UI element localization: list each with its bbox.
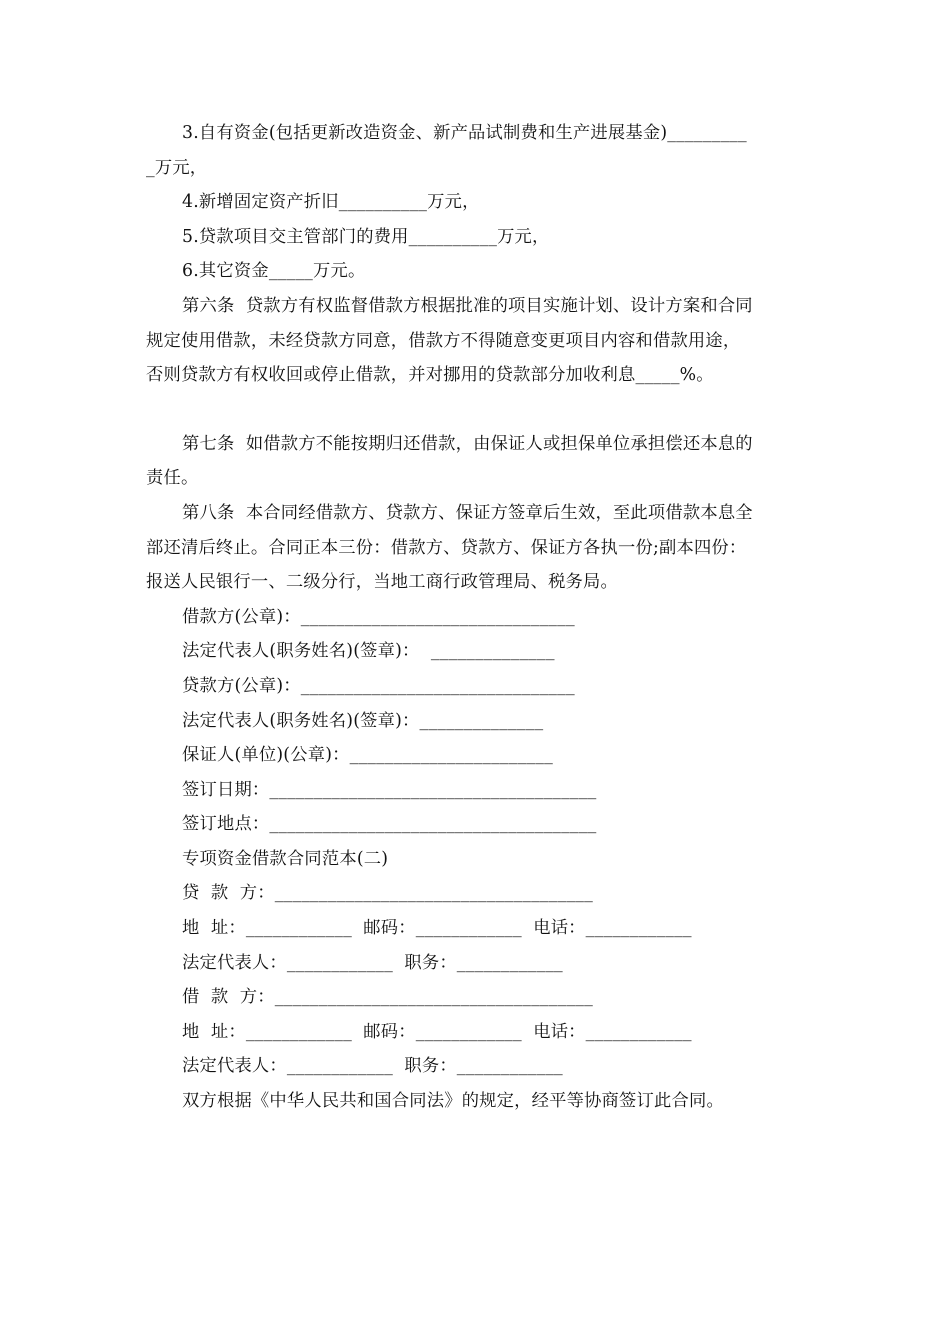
text-line: 报送人民银行一、二级分行，当地工商行政管理局、税务局。	[146, 572, 618, 593]
text-line: 第六条 贷款方有权监督借款方根据批准的项目实施计划、设计方案和合同	[182, 295, 753, 316]
text-line: 保证人(单位)(公章)：_______________________	[182, 745, 553, 766]
text-line: 6.其它资金_____万元。	[182, 261, 366, 282]
text-line: 部还清后终止。合同正本三份：借款方、贷款方、保证方各执一份;副本四份：	[146, 537, 747, 558]
text-line: 4.新增固定资产折旧__________万元，	[182, 192, 480, 213]
text-line: 专项资金借款合同范本(二)	[182, 848, 389, 869]
text-line: 法定代表人(职务姓名)(签章)：______________	[182, 710, 544, 731]
text-line: 借款方(公章)：_______________________________	[182, 606, 575, 627]
text-line: 地 址：____________ 邮码：____________ 电话：____________	[182, 1021, 692, 1042]
text-line: _万元，	[146, 157, 208, 178]
text-line: 贷款方(公章)：_______________________________	[182, 675, 575, 696]
text-line: 3.自有资金(包括更新改造资金、新产品试制费和生产进展基金)_________	[182, 123, 747, 143]
text-line: 否则贷款方有权收回或停止借款，并对挪用的贷款部分加收利息_____%。	[146, 365, 714, 386]
text-line: 法定代表人(职务姓名)(签章)： ______________	[182, 641, 555, 662]
text-line: 第八条 本合同经借款方、贷款方、保证方签章后生效，至此项借款本息全	[182, 502, 753, 523]
text-line: 5.贷款项目交主管部门的费用__________万元，	[182, 226, 550, 247]
document-body	[146, 116, 806, 1119]
blank-line	[146, 393, 806, 427]
text-line: 双方根据《中华人民共和国合同法》的规定，经平等协商签订此合同。	[182, 1091, 724, 1112]
text-line: 签订日期：_____________________________________	[182, 779, 597, 800]
text-line: 法定代表人：____________ 职务：____________	[182, 1056, 563, 1077]
text-line: 规定使用借款，未经贷款方同意，借款方不得随意变更项目内容和借款用途，	[146, 330, 741, 351]
text-line: 地 址：____________ 邮码：____________ 电话：____________	[182, 918, 692, 939]
text-line: 贷 款 方：____________________________________	[182, 883, 593, 904]
text-line: 签订地点：_____________________________________	[182, 814, 597, 835]
text-line: 责任。	[146, 468, 199, 489]
text-line: 第七条 如借款方不能按期归还借款，由保证人或担保单位承担偿还本息的	[182, 433, 753, 454]
text-line: 法定代表人：____________ 职务：____________	[182, 952, 563, 973]
text-line: 借 款 方：____________________________________	[182, 987, 593, 1008]
